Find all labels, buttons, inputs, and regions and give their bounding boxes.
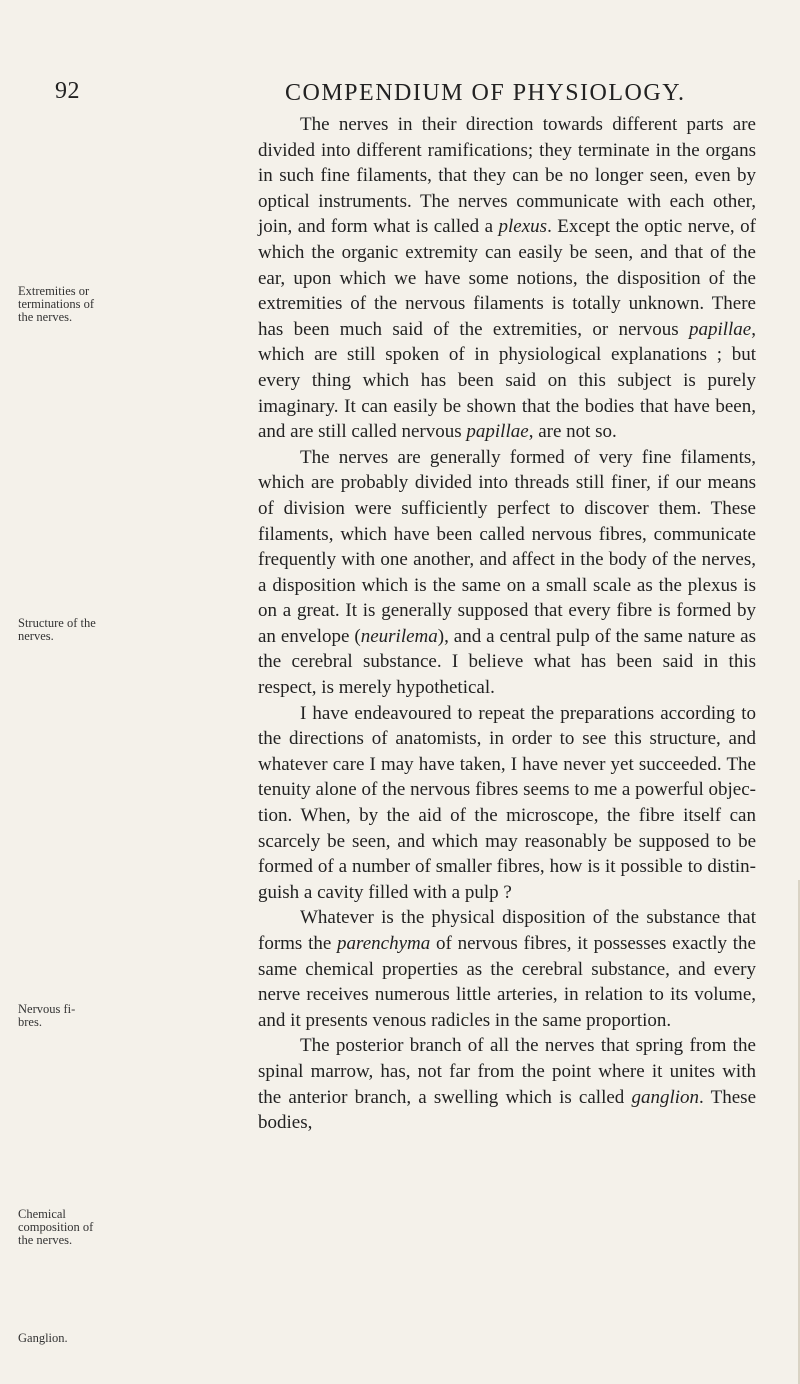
paragraph-4-text-a: Whatever is the physical disposition of the substance that forms the (258, 907, 756, 954)
paragraph-5-text-b: . These bodies, (258, 1086, 757, 1134)
paragraph-2-text-b: ), and a central pulp of the same nature as the cerebral substance. I believe what has been said in this respect, is merely hypothetical. (258, 625, 756, 699)
paragraph-1 (258, 112, 756, 445)
paragraph-4-text-b: of nervous fibres, it possesses exactly the same chemical properties as the cerebral substance, and every nerve receives numerous little arteries, in relation to its volume, and it presents venous radicles in the same proportion. (258, 933, 756, 1031)
body-text (258, 112, 756, 1136)
paragraph-2 (258, 445, 756, 701)
paragraph-2-text-a: The nerves are generally formed of very fine filaments, which are probably divided into threads still finer, if our means of division were sufficiently perfect to discover them. These filaments, which have been called nervous fibres, communicate frequently with one another, and affect in the body of the nerves, a disposition which is the same on a small scale as the plexus is on a great. It is generally supposed that every fibre is formed by an envelope ( (258, 446, 756, 647)
paragraph-1-text-a: The nerves in their direction towards different parts are divided into different ramifications; they terminate in the organs in such fine filaments, that they can be no longer seen, even by optical instruments. The nerves communicate with each other, join, and form what is called a (258, 114, 756, 238)
term-plexus: plexus (498, 216, 548, 238)
paragraph-1-text-c: , which are still spoken of in physiological explanations ; but every thing which has been said on this subject is purely imaginary. It can easily be shown that the bodies that have been, and are still called nervous (258, 318, 756, 443)
sidenote-structure: Structure of the nerves. (18, 616, 96, 643)
paragraph-5 (258, 1033, 756, 1135)
page-number: 92 (55, 78, 80, 104)
sidenote-extremities: Extremities or terminations of the nerves. (18, 284, 95, 324)
paragraph-1-text-b: . Except the optic nerve, of which the organic extremity can easily be seen, and that of the ear, upon which we have some notions, the disposition of the extremities of the nervous filaments is totally unknown. There has been much said of the extremities, or nervous (258, 216, 756, 340)
term-papillae: papillae (688, 318, 752, 340)
term-parenchyma: parenchyma (337, 933, 431, 954)
paragraph-4 (258, 905, 756, 1033)
paragraph-1-text-d: , are not so. (528, 421, 617, 443)
term-neurilema: neurilema (360, 625, 438, 647)
paragraph-5-text-a: The posterior branch of all the nerves that spring from the spinal marrow, has, not far from the point where it unites with the anterior branch, a swelling which is called (258, 1035, 756, 1108)
sidenote-chemical: Chemical composition of the nerves. (18, 1207, 94, 1247)
running-title: COMPENDIUM OF PHYSIOLOGY. (285, 80, 686, 106)
paragraph-3: I have endeavoured to repeat the preparations according to the directions of anatomists, in order to see this structure, and whatever care I may have taken, I have never yet succeeded. The tenuity alone of the nervous fibres seems to me a powerful objection. When, by the aid of the microscope, the fibre itself can scarcely be seen, and which may reasonably be supposed to be formed of a number of smaller fibres, how is it possible to distinguish a cavity filled with a pulp ? (258, 702, 756, 903)
term-ganglion: ganglion (631, 1086, 700, 1108)
term-papillae: papillae (466, 421, 529, 443)
sidenote-ganglion: Ganglion. (18, 1331, 68, 1345)
sidenote-fibres: Nervous fi-bres. (18, 1002, 76, 1029)
